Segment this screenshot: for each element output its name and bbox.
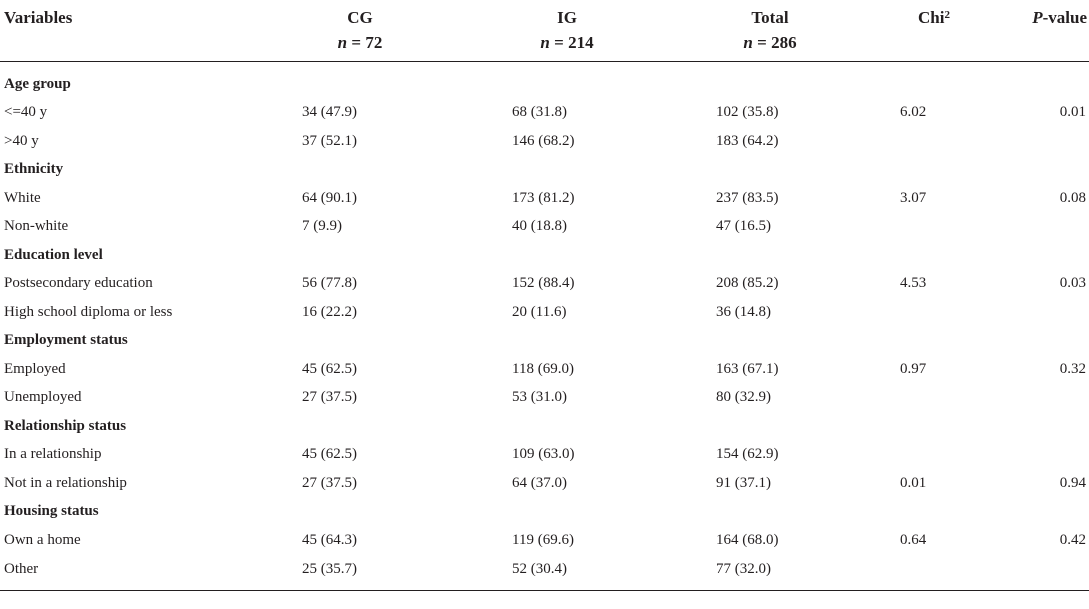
header-cg-n-value: = 72 <box>347 33 383 52</box>
header-chi-sup: 2 <box>944 9 950 21</box>
cell-total: 154 (62.9) <box>716 446 779 463</box>
table-row <box>0 469 1089 498</box>
table-header <box>0 0 1089 62</box>
cell-total: 80 (32.9) <box>716 389 771 406</box>
header-ig-n-value: = 214 <box>549 33 594 52</box>
cell-cg: 7 (9.9) <box>302 218 342 235</box>
cell-pvalue: 0.01 <box>1059 104 1086 121</box>
header-pvalue <box>998 0 1089 62</box>
header-total-n-value: = 286 <box>752 33 797 52</box>
cell-cg: 37 (52.1) <box>302 132 357 149</box>
header-ig-n <box>464 30 670 55</box>
group-title: Employment status <box>4 332 128 349</box>
cell-ig: 119 (69.6) <box>512 531 574 548</box>
header-pvalue-rest: -value <box>1042 8 1087 27</box>
group-title: Age group <box>4 75 71 92</box>
cell-total: 102 (35.8) <box>716 104 779 121</box>
cell-pvalue: 0.42 <box>1059 531 1086 548</box>
table-row <box>0 526 1089 555</box>
cell-cg: 27 (37.5) <box>302 389 357 406</box>
cell-pvalue: 0.08 <box>1059 189 1086 206</box>
header-total-label: Total <box>751 8 789 27</box>
cell-label: Postsecondary education <box>4 275 153 292</box>
cell-chi: 3.07 <box>900 189 927 206</box>
cell-cg: 64 (90.1) <box>302 189 357 206</box>
cell-ig: 40 (18.8) <box>512 218 567 235</box>
cell-chi <box>870 127 998 156</box>
cell-chi: 0.64 <box>900 531 927 548</box>
cell-chi: 0.97 <box>900 360 927 377</box>
cell-ig: 173 (81.2) <box>512 189 575 206</box>
table-row <box>0 184 1089 213</box>
cell-cg: 56 (77.8) <box>302 275 357 292</box>
cell-pvalue <box>998 298 1089 327</box>
table-row <box>0 127 1089 156</box>
header-total <box>670 0 870 62</box>
cell-label: >40 y <box>4 132 39 149</box>
group-title: Education level <box>4 246 103 263</box>
table-row <box>0 384 1089 413</box>
table-row <box>0 270 1089 299</box>
cell-chi <box>870 384 998 413</box>
cell-label: White <box>4 189 41 206</box>
header-cg-n-symbol: n <box>337 33 348 52</box>
cell-pvalue <box>998 555 1089 591</box>
cell-ig: 20 (11.6) <box>512 303 567 320</box>
group-row <box>0 412 1089 441</box>
spacer-cell <box>0 62 1089 71</box>
cell-pvalue: 0.32 <box>1059 360 1086 377</box>
cell-total: 36 (14.8) <box>716 303 771 320</box>
cell-pvalue: 0.94 <box>1059 474 1086 491</box>
table-row <box>0 355 1089 384</box>
cell-pvalue <box>998 441 1089 470</box>
header-ig-n-symbol: n <box>540 33 550 52</box>
header-total-n-symbol: n <box>743 33 753 52</box>
header-spacer <box>0 62 1089 71</box>
cell-cg: 45 (64.3) <box>302 531 357 548</box>
cell-chi <box>870 213 998 242</box>
cell-pvalue <box>998 127 1089 156</box>
cell-label: Non-white <box>4 218 69 235</box>
table-row <box>0 213 1089 242</box>
header-cg-n <box>256 30 464 55</box>
cell-total: 164 (68.0) <box>716 531 779 548</box>
cell-cg: 34 (47.9) <box>302 104 357 121</box>
table-row <box>0 441 1089 470</box>
cell-cg: 27 (37.5) <box>302 474 357 491</box>
cell-ig: 52 (30.4) <box>464 555 670 591</box>
cell-ig: 68 (31.8) <box>512 104 567 121</box>
group-title: Ethnicity <box>4 161 64 178</box>
cell-total: 77 (32.0) <box>670 555 870 591</box>
table-body <box>0 62 1089 591</box>
cell-chi: 6.02 <box>900 104 927 121</box>
header-chi-label: Chi <box>918 8 945 27</box>
header-cg-label: CG <box>347 8 373 27</box>
cell-total: 208 (85.2) <box>716 275 779 292</box>
table-row <box>0 298 1089 327</box>
cell-total: 183 (64.2) <box>716 132 779 149</box>
cell-label: Employed <box>4 360 66 377</box>
header-pvalue-italic: P <box>1032 8 1043 27</box>
cell-total: 237 (83.5) <box>716 189 779 206</box>
group-row <box>0 498 1089 527</box>
cell-ig: 146 (68.2) <box>512 132 575 149</box>
group-title: Housing status <box>4 503 99 520</box>
cell-total: 163 (67.1) <box>716 360 779 377</box>
cell-label: <=40 y <box>4 104 48 121</box>
cell-ig: 53 (31.0) <box>512 389 567 406</box>
table-row <box>0 99 1089 128</box>
cell-label: Not in a relationship <box>4 474 127 491</box>
cell-chi: 0.01 <box>900 474 927 491</box>
group-row <box>0 327 1089 356</box>
cell-label: Own a home <box>4 531 81 548</box>
header-row <box>0 0 1089 62</box>
cell-chi <box>870 555 998 591</box>
cell-pvalue: 0.03 <box>1059 275 1086 292</box>
group-title: Relationship status <box>4 417 127 434</box>
group-row <box>0 241 1089 270</box>
cell-label: High school diploma or less <box>4 303 173 320</box>
cell-chi: 4.53 <box>900 275 927 292</box>
cell-total: 47 (16.5) <box>716 218 771 235</box>
cell-chi <box>870 298 998 327</box>
header-ig <box>464 0 670 62</box>
cell-total: 91 (37.1) <box>716 474 771 491</box>
cell-label: In a relationship <box>4 446 102 463</box>
group-row <box>0 156 1089 185</box>
header-variables: Variables <box>0 0 256 62</box>
cell-pvalue <box>998 384 1089 413</box>
header-ig-label: IG <box>557 8 577 27</box>
cell-cg: 45 (62.5) <box>302 446 357 463</box>
cell-label: Other <box>0 555 256 591</box>
cell-ig: 118 (69.0) <box>512 360 574 377</box>
cell-ig: 152 (88.4) <box>512 275 575 292</box>
cell-cg: 25 (35.7) <box>256 555 464 591</box>
table-row <box>0 555 1089 591</box>
header-chi <box>870 0 998 62</box>
cell-ig: 64 (37.0) <box>512 474 567 491</box>
cell-cg: 16 (22.2) <box>302 303 357 320</box>
cell-label: Unemployed <box>4 389 82 406</box>
cell-ig: 109 (63.0) <box>512 446 575 463</box>
cell-cg: 45 (62.5) <box>302 360 357 377</box>
cell-chi <box>870 441 998 470</box>
header-cg <box>256 0 464 62</box>
cell-pvalue <box>998 213 1089 242</box>
group-row <box>0 70 1089 99</box>
header-total-n <box>670 30 870 55</box>
